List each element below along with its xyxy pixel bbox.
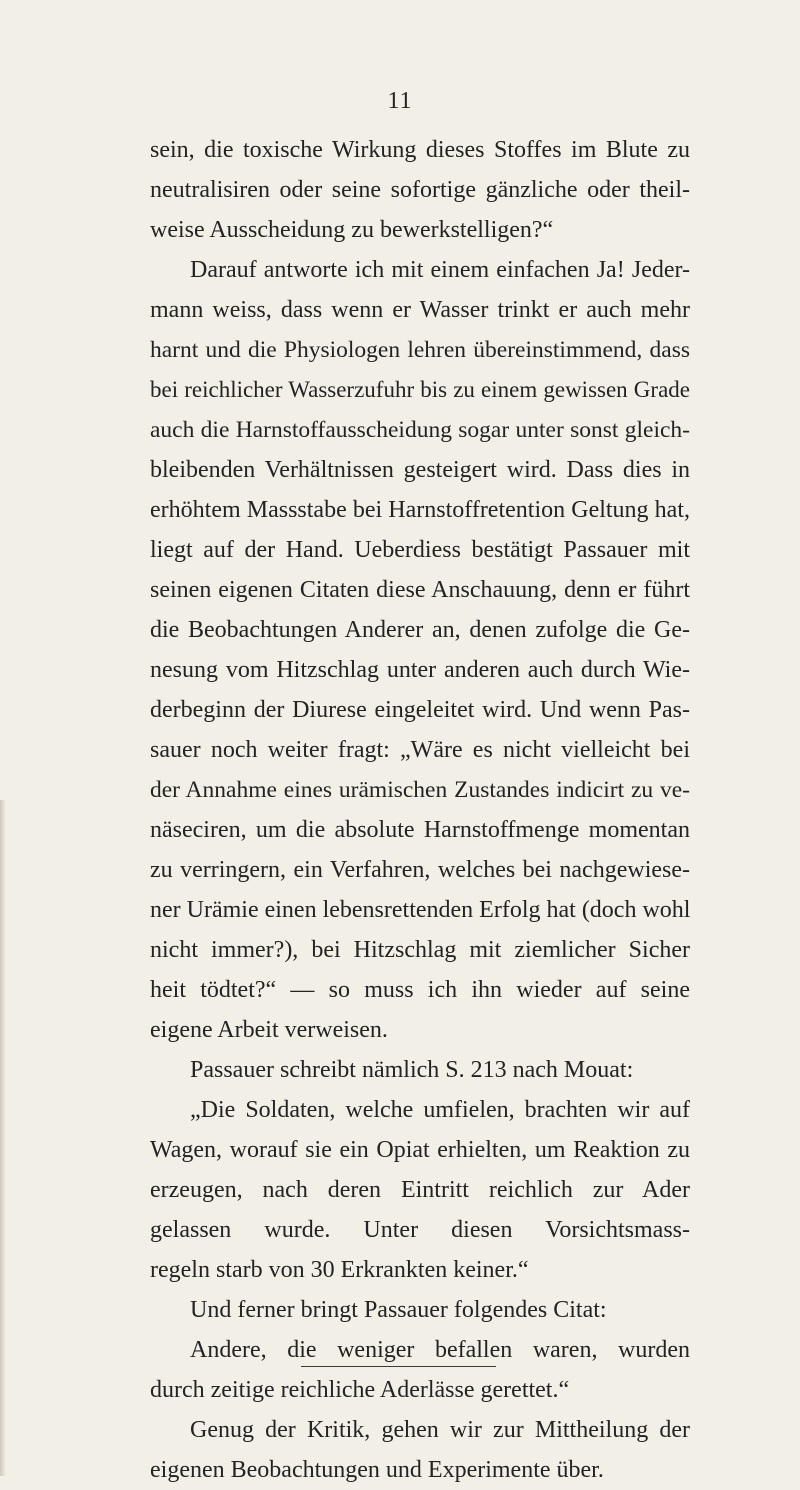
text-line: heit tödtet?“ — so muss ich ihn wieder auf seine [150,977,690,1003]
body-text [150,130,690,1490]
text-line: der Annahme eines urämischen Zustandes indicirt zu ve- [150,777,690,803]
text-line: erzeugen, nach deren Eintritt reichlich zur Ader [150,1177,690,1203]
text-line: auch die Harnstoffausscheidung sogar unter sonst gleich- [150,417,690,443]
text-line: bleibenden Verhältnissen gesteigert wird. Dass dies in [150,457,690,483]
closing-rule [301,1366,496,1367]
text-line: näseciren, um die absolute Harnstoffmenge momentan [150,817,690,843]
text-line: Wagen, worauf sie ein Opiat erhielten, um Reaktion zu [150,1137,690,1163]
text-line: gelassen wurde. Unter diesen Vorsichtsmass- [150,1217,690,1243]
text-line: zu verringern, ein Verfahren, welches bei nachgewiese- [150,857,690,883]
text-line: harnt und die Physiologen lehren übereinstimmend, dass [150,337,690,363]
text-line: Andere, die weniger befallen waren, wurden [190,1337,690,1363]
text-line: mann weiss, dass wenn er Wasser trinkt er auch mehr [150,297,690,323]
text-line: die Beobachtungen Anderer an, denen zufolge die Ge- [150,617,690,643]
text-line: bei reichlicher Wasserzufuhr bis zu einem gewissen Grade [150,377,690,402]
text-line: nicht immer?), bei Hitzschlag mit ziemlicher Sicher [150,937,690,963]
text-line: Genug der Kritik, gehen wir zur Mittheilung der [190,1417,690,1443]
text-line: neutralisiren oder seine sofortige gänzliche oder theil- [150,177,690,203]
text-line: sein, die toxische Wirkung dieses Stoffes im Blute zu [150,137,690,163]
text-line: durch zeitige reichliche Aderlässe gerettet.“ [150,1377,570,1403]
text-line: eigene Arbeit verweisen. [150,1017,388,1043]
text-line: sauer noch weiter fragt: „Wäre es nicht vielleicht bei [150,737,690,763]
text-line: ner Urämie einen lebensrettenden Erfolg hat (doch wohl [150,897,691,923]
text-line: Darauf antworte ich mit einem einfachen Ja! Jeder- [190,257,690,283]
text-line: nesung vom Hitzschlag unter anderen auch durch Wie- [150,657,690,683]
text-line: eigenen Beobachtungen und Experimente über. [150,1457,604,1483]
page-edge-shadow [0,800,6,1476]
text-line: Und ferner bringt Passauer folgendes Citat: [190,1297,607,1323]
text-line: Passauer schreibt nämlich S. 213 nach Mouat: [190,1057,634,1083]
text-line: weise Ausscheidung zu bewerkstelligen?“ [150,217,554,243]
text-line: derbeginn der Diurese eingeleitet wird. Und wenn Pas- [150,697,690,723]
text-line: „Die Soldaten, welche umfielen, brachten wir auf [190,1097,690,1123]
text-line: erhöhtem Massstabe bei Harnstoffretention Geltung hat, [150,497,690,523]
text-line: seinen eigenen Citaten diese Anschauung, denn er führt [150,577,690,603]
text-line: liegt auf der Hand. Ueberdiess bestätigt Passauer mit [150,537,690,563]
page-number: 11 [387,88,413,114]
text-line: regeln starb von 30 Erkrankten keiner.“ [150,1257,529,1283]
